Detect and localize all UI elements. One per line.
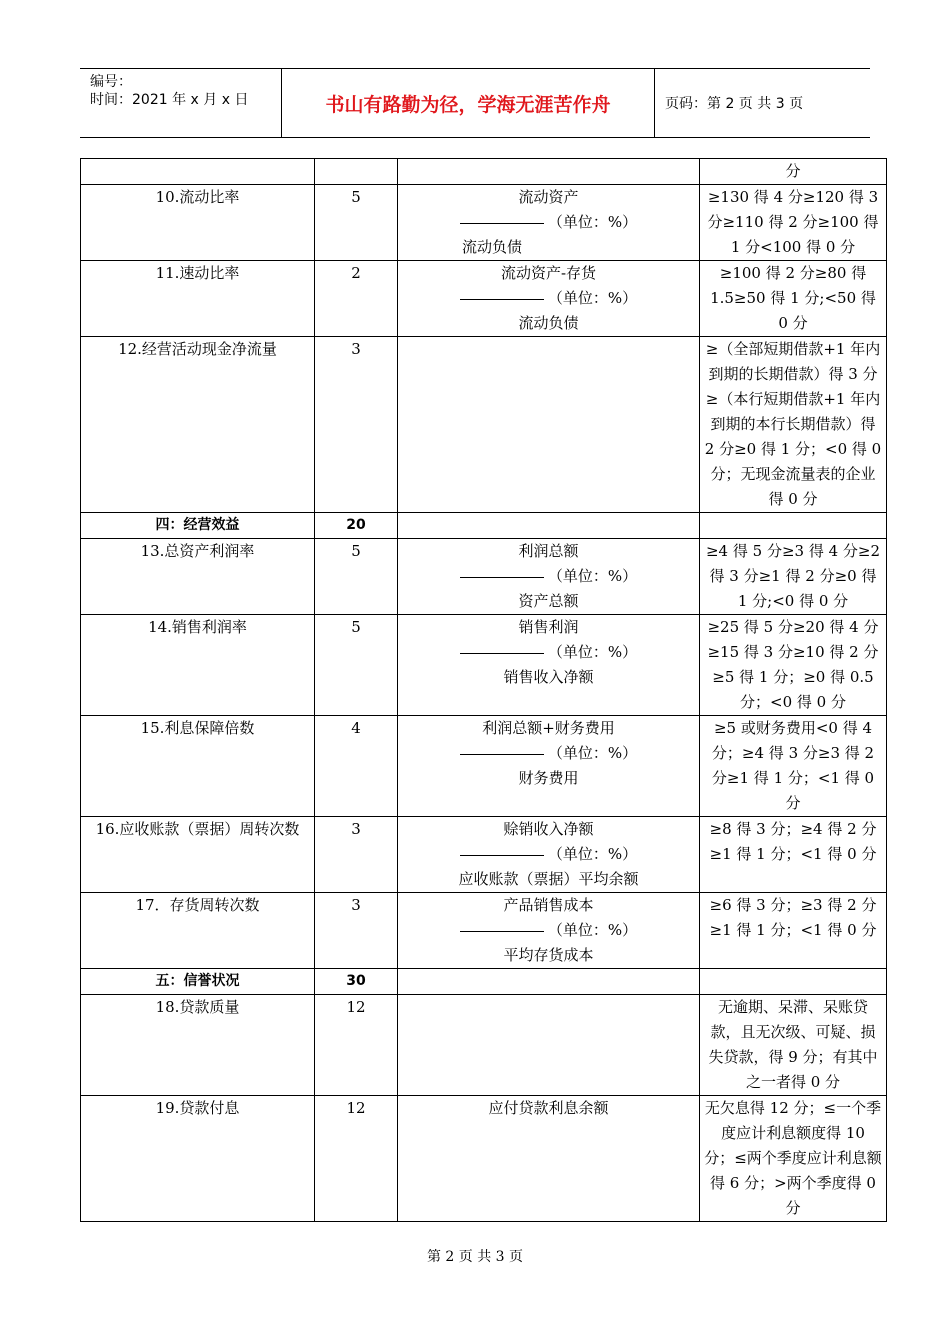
fraction-bar	[460, 299, 544, 300]
formula-unit: （单位：%）	[547, 289, 638, 307]
rule-cell: ≥6 得 3 分；≥3 得 2 分≥1 得 1 分；<1 得 0 分	[700, 893, 887, 969]
formula-unit: （单位：%）	[547, 643, 638, 661]
table-row	[81, 185, 887, 261]
indicator-name: 14.销售利润率	[81, 615, 315, 716]
formula-cell	[398, 995, 700, 1096]
formula-cell	[398, 185, 700, 261]
table-row	[81, 261, 887, 337]
formula-cell	[398, 337, 700, 513]
section-title: 四：经营效益	[81, 513, 315, 539]
formula-unit: （单位：%）	[547, 845, 638, 863]
formula-numerator: 利润总额	[518, 542, 579, 560]
formula-denominator: 流动负债	[462, 238, 523, 256]
indicator-score: 2	[315, 261, 398, 337]
indicator-score: 3	[315, 893, 398, 969]
table-row	[81, 615, 887, 716]
rule-cell: ≥25 得 5 分≥20 得 4 分≥15 得 3 分≥10 得 2 分≥5 得 1 分；≥0 得 0.5 分；<0 得 0 分	[700, 615, 887, 716]
indicator-score: 12	[315, 995, 398, 1096]
indicator-score: 5	[315, 615, 398, 716]
table-row	[81, 893, 887, 969]
formula-cell	[398, 817, 700, 893]
formula-cell	[398, 893, 700, 969]
formula-numerator: 利润总额+财务费用	[482, 719, 615, 737]
formula-cell	[398, 615, 700, 716]
indicator-name: 18.贷款质量	[81, 995, 315, 1096]
fraction-bar	[460, 653, 544, 654]
table-row	[81, 995, 887, 1096]
table-row	[81, 159, 887, 185]
time-label: 时间：2021 年 x 月 x 日	[90, 92, 249, 108]
formula-unit: （单位：%）	[547, 921, 638, 939]
formula-unit: （单位：%）	[547, 567, 638, 585]
indicator-score: 3	[315, 817, 398, 893]
fraction-bar	[460, 577, 544, 578]
rule-cell: ≥8 得 3 分；≥4 得 2 分≥1 得 1 分；<1 得 0 分	[700, 817, 887, 893]
indicator-score: 5	[315, 539, 398, 615]
formula-cell: 应付贷款利息余额	[398, 1096, 700, 1222]
indicator-name: 16.应收账款（票据）周转次数	[81, 817, 315, 893]
section-row	[81, 513, 887, 539]
fraction-bar	[460, 931, 544, 932]
section-score: 30	[315, 969, 398, 995]
table-row	[81, 1096, 887, 1222]
fraction-bar	[460, 223, 544, 224]
formula-denominator: 资产总额	[518, 592, 579, 610]
formula-cell	[398, 539, 700, 615]
formula-denominator: 应收账款（票据）平均余额	[458, 870, 639, 888]
indicator-score: 12	[315, 1096, 398, 1222]
fraction-bar	[460, 855, 544, 856]
fraction-bar	[460, 754, 544, 755]
formula-cell	[398, 716, 700, 817]
number-label: 编号：	[90, 74, 132, 90]
motto: 书山有路勤为径，学海无涯苦作舟	[282, 69, 655, 137]
page-header	[80, 68, 870, 138]
indicator-name: 15.利息保障倍数	[81, 716, 315, 817]
section-row	[81, 969, 887, 995]
header-left	[80, 69, 282, 137]
scoring-table	[80, 158, 887, 1222]
rule-cell: 无欠息得 12 分；≤一个季度应计利息额度得 10 分；≤两个季度应计利息额得 6 分；>两个季度得 0 分	[700, 1096, 887, 1222]
rule-cell: ≥130 得 4 分≥120 得 3 分≥110 得 2 分≥100 得 1 分<100 得 0 分	[700, 185, 887, 261]
rule-cell: ≥100 得 2 分≥80 得 1.5≥50 得 1 分;<50 得 0 分	[700, 261, 887, 337]
table-row	[81, 817, 887, 893]
section-title: 五：信誉状况	[81, 969, 315, 995]
rule-cell: ≥4 得 5 分≥3 得 4 分≥2 得 3 分≥1 得 2 分≥0 得 1 分;<0 得 0 分	[700, 539, 887, 615]
indicator-score: 3	[315, 337, 398, 513]
formula-denominator: 销售收入净额	[503, 668, 594, 686]
formula-denominator: 财务费用	[518, 769, 579, 787]
rule-cell: 无逾期、呆滞、呆账贷款，且无次级、可疑、损失贷款，得 9 分；有其中之一者得 0 分	[700, 995, 887, 1096]
indicator-name: 13.总资产利润率	[81, 539, 315, 615]
formula-numerator: 赊销收入净额	[503, 820, 594, 838]
formula-unit: （单位：%）	[547, 744, 638, 762]
rule-cell: ≥（全部短期借款+1 年内到期的长期借款）得 3 分≥（本行短期借款+1 年内到期的本行长期借款）得 2 分≥0 得 1 分；<0 得 0 分；无现金流量表的企业得 0 分	[700, 337, 887, 513]
rule-cell: 分	[700, 159, 887, 185]
formula-unit: （单位：%）	[547, 213, 638, 231]
table-row	[81, 337, 887, 513]
indicator-name: 10.流动比率	[81, 185, 315, 261]
table-row	[81, 539, 887, 615]
formula-numerator: 产品销售成本	[503, 896, 594, 914]
page-footer: 第 2 页 共 3 页	[426, 1249, 524, 1265]
indicator-name: 11.速动比率	[81, 261, 315, 337]
indicator-name: 19.贷款付息	[81, 1096, 315, 1222]
formula-numerator: 流动资产-存货	[500, 264, 597, 282]
rule-cell: ≥5 或财务费用<0 得 4 分；≥4 得 3 分≥3 得 2 分≥1 得 1 分；<1 得 0 分	[700, 716, 887, 817]
formula-numerator: 销售利润	[518, 618, 579, 636]
section-score: 20	[315, 513, 398, 539]
table-row	[81, 716, 887, 817]
formula-cell	[398, 261, 700, 337]
formula-denominator: 流动负债	[518, 314, 579, 332]
formula-numerator: 流动资产	[518, 188, 579, 206]
indicator-name: 12.经营活动现金净流量	[81, 337, 315, 513]
page-label: 页码：第 2 页 共 3 页	[665, 96, 804, 112]
indicator-name: 17．存货周转次数	[81, 893, 315, 969]
indicator-score: 5	[315, 185, 398, 261]
formula-denominator: 平均存货成本	[503, 946, 594, 964]
indicator-score: 4	[315, 716, 398, 817]
